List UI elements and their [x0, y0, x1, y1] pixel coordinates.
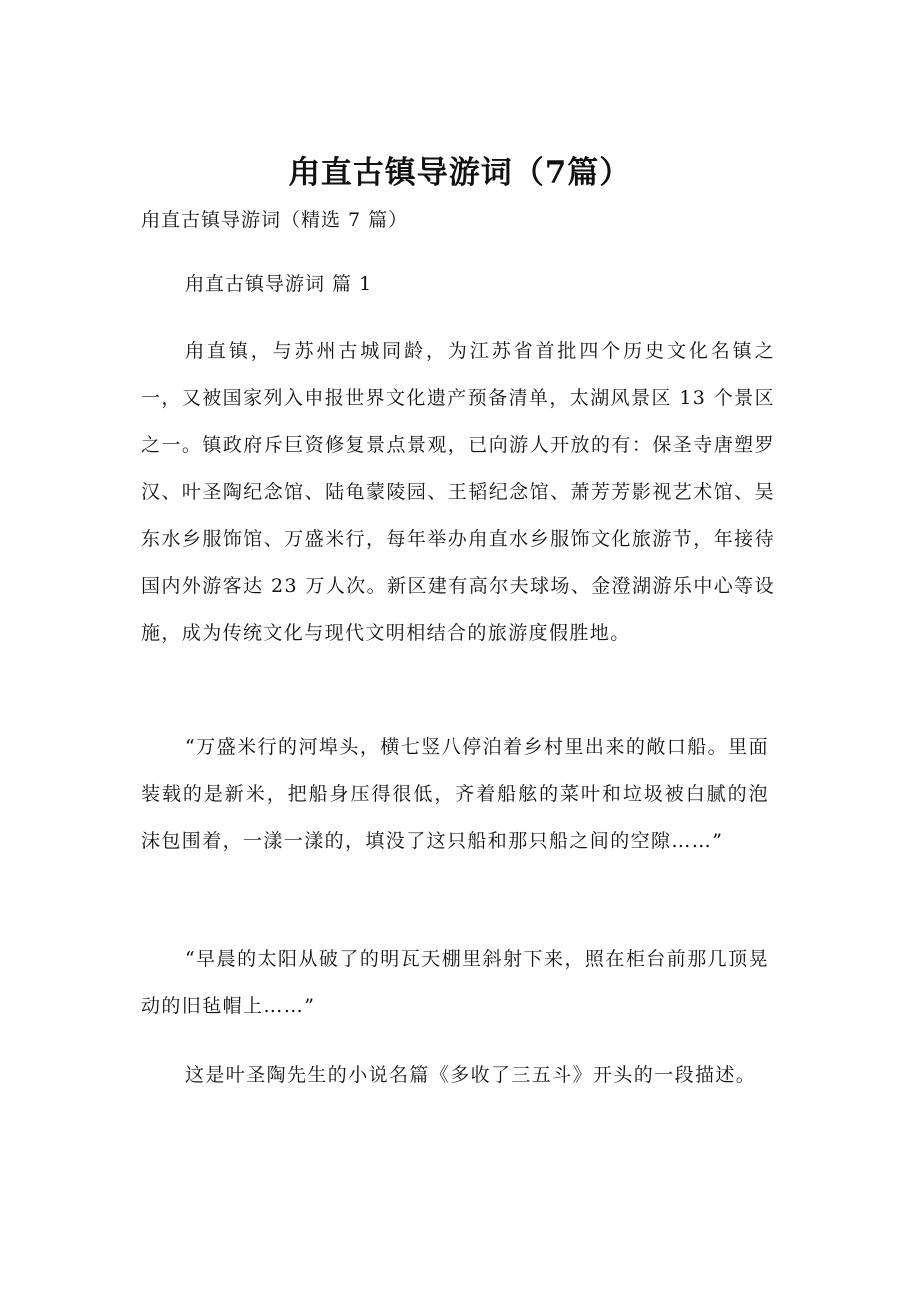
- section-heading: 甪直古镇导游词 篇 1: [185, 273, 373, 295]
- paragraph: 甪直镇，与苏州古城同龄，为江苏省首批四个历史文化名镇之一，又被国家列入申报世界文化遗产预备清单，太湖风景区 13 个景区之一。镇政府斥巨资修复景点景观，已向游人开放的有：保圣寺唐塑罗汉、叶圣陶纪念馆、陆龟蒙陵园、王韬纪念馆、萧芳芳影视艺术馆、吴东水乡服饰馆、万盛米行，每年举办甪直水乡服饰文化旅游节，年接待国内外游客达 23 万人次。新区建有高尔夫球场、金澄湖游乐中心等设施，成为传统文化与现代文明相结合的旅游度假胜地。: [141, 340, 775, 644]
- paragraph: “早晨的太阳从破了的明瓦天棚里斜射下来，照在柜台前那几顶晃动的旧毡帽上……”: [141, 948, 769, 1017]
- paragraph: 这是叶圣陶先生的小说名篇《多收了三五斗》开头的一段描述。: [185, 1064, 757, 1086]
- document-subtitle: 甪直古镇导游词（精选 7 篇）: [141, 209, 409, 231]
- document-title: 甪直古镇导游词（7篇）: [288, 155, 632, 191]
- paragraph: “万盛米行的河埠头，横七竖八停泊着乡村里出来的敞口船。里面装载的是新米，把船身压得很低，齐着船舷的菜叶和垃圾被白腻的泡沫包围着，一漾一漾的，填没了这只船和那只船之间的空隙……”: [141, 736, 769, 852]
